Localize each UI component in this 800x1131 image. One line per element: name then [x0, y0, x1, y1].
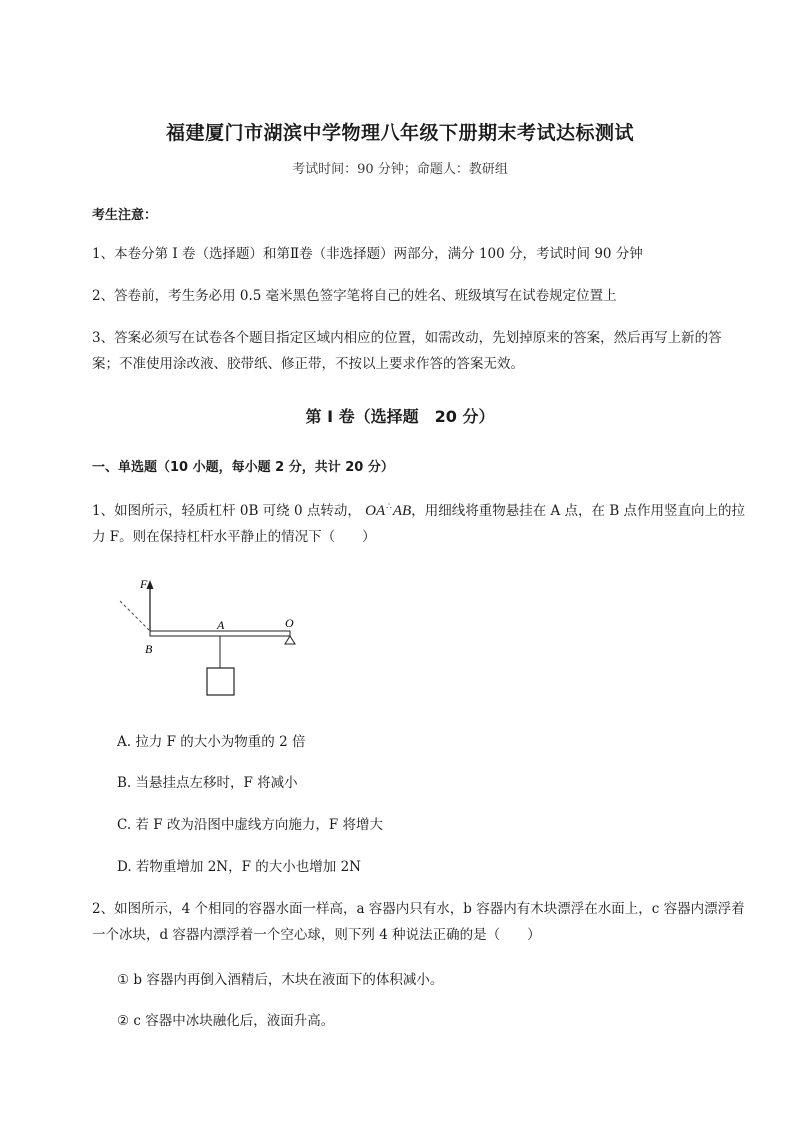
question-2-stem: 2、如图所示，4 个相同的容器水面一样高，a 容器内只有水，b 容器内有木块漂浮在水面上，c 容器内漂浮着一个冰块，d 容器内漂浮着一个空心球，则下列 4 种说法正确的是（ ） — [92, 901, 745, 943]
label-o: O — [285, 616, 294, 630]
formula-ab: AB — [392, 503, 412, 519]
q2-statement-1: ① b 容器内再倒入酒精后，木块在液面下的体积减小。 — [117, 972, 444, 988]
label-b: B — [145, 642, 153, 656]
force-arrow-head — [147, 580, 154, 589]
q1-option-a[interactable]: A. 拉力 F 的大小为物重的 2 倍 — [117, 734, 306, 750]
exam-subtitle: 考试时间：90 分钟；命题人：教研组 — [292, 162, 508, 177]
q1-option-b[interactable]: B. 当悬挂点左移时，F 将减小 — [117, 775, 298, 791]
part-heading: 一、单选题（10 小题，每小题 2 分，共计 20 分） — [92, 460, 394, 475]
dashed-direction-line — [120, 601, 149, 630]
label-f: F — [140, 577, 148, 591]
exam-title: 福建厦门市湖滨中学物理八年级下册期末考试达标测试 — [165, 122, 634, 144]
lever-figure — [112, 575, 312, 705]
question-1-text-b: ，用细线将重物悬挂在 A 点，在 B 点作用竖直向上的拉力 F。则在保持杠杆水平静止的情况下（ ） — [92, 503, 746, 545]
notice-item-2: 2、答卷前，考生务必用 0.5 毫米黑色签字笔将自己的姓名、班级填写在试卷规定位置上 — [92, 288, 617, 304]
q1-option-d[interactable]: D. 若物重增加 2N，F 的大小也增加 2N — [117, 859, 361, 875]
q2-statement-2: ② c 容器中冰块融化后，液面升高。 — [117, 1013, 335, 1029]
formula-oa: OA — [365, 503, 386, 519]
notice-heading: 考生注意： — [92, 208, 158, 223]
weight-block — [207, 668, 234, 695]
section-title: 第 I 卷（选择题 20 分） — [305, 407, 495, 426]
notice-item-1: 1、本卷分第 I 卷（选择题）和第Ⅱ卷（非选择题）两部分，满分 100 分，考试时间 90 分钟 — [92, 246, 643, 262]
q1-option-c[interactable]: C. 若 F 改为沿图中虚线方向施力，F 将增大 — [117, 817, 384, 833]
formula-symbol: ∴ — [386, 502, 392, 512]
question-1-stem — [92, 494, 748, 550]
label-a: A — [217, 618, 225, 632]
pivot-support — [285, 636, 295, 644]
notice-item-3: 3、答案必须写在试卷各个题目指定区域内相应的位置，如需改动，先划掉原来的答案，然后再写上新的答案；不准使用涂改液、胶带纸、修正带，不按以上要求作答的答案无效。 — [92, 330, 722, 372]
question-1-text-a: 1、如图所示，轻质杠杆 0B 可绕 0 点转动， — [92, 503, 361, 519]
